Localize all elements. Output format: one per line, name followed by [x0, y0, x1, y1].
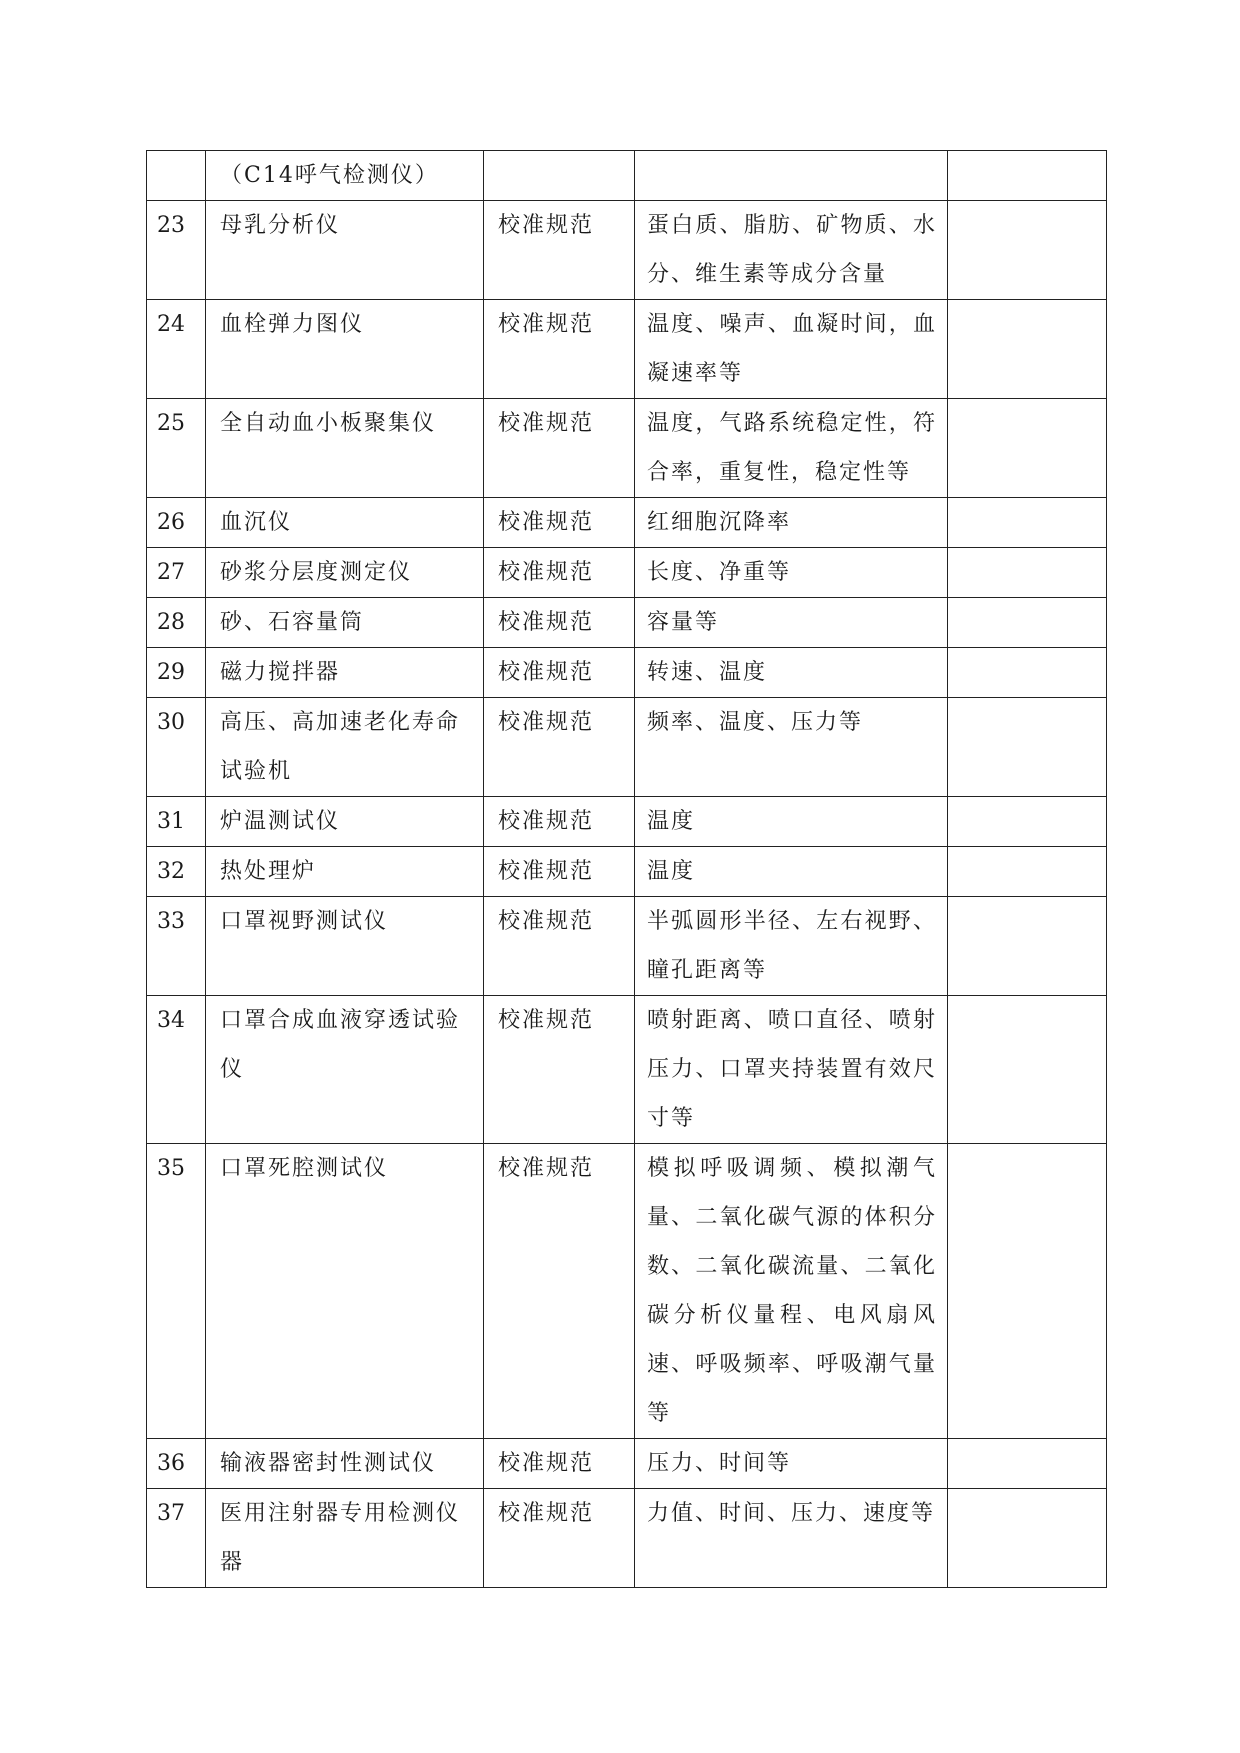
note-cell	[948, 201, 1107, 300]
note-cell	[948, 1439, 1107, 1489]
calibration-parameters: 温度，气路系统稳定性，符合率，重复性，稳定性等	[635, 399, 948, 498]
note-cell	[948, 498, 1107, 548]
row-number: 30	[147, 698, 206, 797]
calibration-method: 校准规范	[484, 847, 635, 897]
instrument-name: 炉温测试仪	[206, 797, 484, 847]
instrument-name: 热处理炉	[206, 847, 484, 897]
instrument-name: 砂浆分层度测定仪	[206, 548, 484, 598]
note-cell	[948, 996, 1107, 1144]
note-cell	[948, 698, 1107, 797]
calibration-parameters	[635, 151, 948, 201]
instrument-name: 口罩视野测试仪	[206, 897, 484, 996]
instrument-name: 医用注射器专用检测仪器	[206, 1489, 484, 1588]
note-cell	[948, 300, 1107, 399]
calibration-method: 校准规范	[484, 797, 635, 847]
calibration-parameters: 转速、温度	[635, 648, 948, 698]
calibration-method: 校准规范	[484, 300, 635, 399]
row-number	[147, 151, 206, 201]
table-row	[147, 399, 1107, 498]
calibration-parameters: 喷射距离、喷口直径、喷射压力、口罩夹持装置有效尺寸等	[635, 996, 948, 1144]
row-number: 29	[147, 648, 206, 698]
note-cell	[948, 897, 1107, 996]
instrument-table	[146, 150, 1107, 1588]
note-cell	[948, 1144, 1107, 1439]
instrument-name: 口罩合成血液穿透试验仪	[206, 996, 484, 1144]
row-number: 27	[147, 548, 206, 598]
calibration-method: 校准规范	[484, 1144, 635, 1439]
calibration-method	[484, 151, 635, 201]
row-number: 23	[147, 201, 206, 300]
table-row	[147, 201, 1107, 300]
note-cell	[948, 151, 1107, 201]
instrument-name: 磁力搅拌器	[206, 648, 484, 698]
calibration-parameters: 半弧圆形半径、左右视野、瞳孔距离等	[635, 897, 948, 996]
calibration-parameters: 频率、温度、压力等	[635, 698, 948, 797]
row-number: 24	[147, 300, 206, 399]
calibration-method: 校准规范	[484, 498, 635, 548]
calibration-parameters: 温度	[635, 797, 948, 847]
row-number: 32	[147, 847, 206, 897]
table-row	[147, 498, 1107, 548]
calibration-method: 校准规范	[484, 598, 635, 648]
table-row	[147, 1144, 1107, 1439]
instrument-name: 高压、高加速老化寿命试验机	[206, 698, 484, 797]
instrument-name: 母乳分析仪	[206, 201, 484, 300]
table-row	[147, 897, 1107, 996]
row-number: 35	[147, 1144, 206, 1439]
calibration-method: 校准规范	[484, 548, 635, 598]
note-cell	[948, 797, 1107, 847]
instrument-name: （C14呼气检测仪）	[206, 151, 484, 201]
calibration-parameters: 模拟呼吸调频、模拟潮气量、二氧化碳气源的体积分数、二氧化碳流量、二氧化碳分析仪量程、电风扇风速、呼吸频率、呼吸潮气量等	[635, 1144, 948, 1439]
row-number: 34	[147, 996, 206, 1144]
table-row	[147, 1439, 1107, 1489]
calibration-method: 校准规范	[484, 1489, 635, 1588]
row-number: 33	[147, 897, 206, 996]
calibration-method: 校准规范	[484, 897, 635, 996]
calibration-parameters: 温度	[635, 847, 948, 897]
instrument-name: 砂、石容量筒	[206, 598, 484, 648]
calibration-parameters: 长度、净重等	[635, 548, 948, 598]
calibration-parameters: 红细胞沉降率	[635, 498, 948, 548]
instrument-name: 输液器密封性测试仪	[206, 1439, 484, 1489]
calibration-parameters: 容量等	[635, 598, 948, 648]
row-number: 37	[147, 1489, 206, 1588]
calibration-method: 校准规范	[484, 698, 635, 797]
note-cell	[948, 648, 1107, 698]
table-row	[147, 847, 1107, 897]
calibration-parameters: 力值、时间、压力、速度等	[635, 1489, 948, 1588]
note-cell	[948, 1489, 1107, 1588]
calibration-parameters: 压力、时间等	[635, 1439, 948, 1489]
instrument-name: 全自动血小板聚集仪	[206, 399, 484, 498]
note-cell	[948, 598, 1107, 648]
table-row	[147, 300, 1107, 399]
table-row	[147, 996, 1107, 1144]
row-number: 36	[147, 1439, 206, 1489]
calibration-parameters: 蛋白质、脂肪、矿物质、水分、维生素等成分含量	[635, 201, 948, 300]
table-row	[147, 151, 1107, 201]
table-row	[147, 598, 1107, 648]
calibration-method: 校准规范	[484, 399, 635, 498]
table-row	[147, 648, 1107, 698]
row-number: 28	[147, 598, 206, 648]
calibration-method: 校准规范	[484, 996, 635, 1144]
row-number: 31	[147, 797, 206, 847]
note-cell	[948, 399, 1107, 498]
row-number: 25	[147, 399, 206, 498]
table-row	[147, 1489, 1107, 1588]
calibration-method: 校准规范	[484, 1439, 635, 1489]
note-cell	[948, 548, 1107, 598]
table-row	[147, 548, 1107, 598]
calibration-method: 校准规范	[484, 648, 635, 698]
calibration-parameters: 温度、噪声、血凝时间，血凝速率等	[635, 300, 948, 399]
calibration-method: 校准规范	[484, 201, 635, 300]
instrument-name: 血沉仪	[206, 498, 484, 548]
row-number: 26	[147, 498, 206, 548]
instrument-name: 血栓弹力图仪	[206, 300, 484, 399]
note-cell	[948, 847, 1107, 897]
table-row	[147, 797, 1107, 847]
instrument-name: 口罩死腔测试仪	[206, 1144, 484, 1439]
table-row	[147, 698, 1107, 797]
